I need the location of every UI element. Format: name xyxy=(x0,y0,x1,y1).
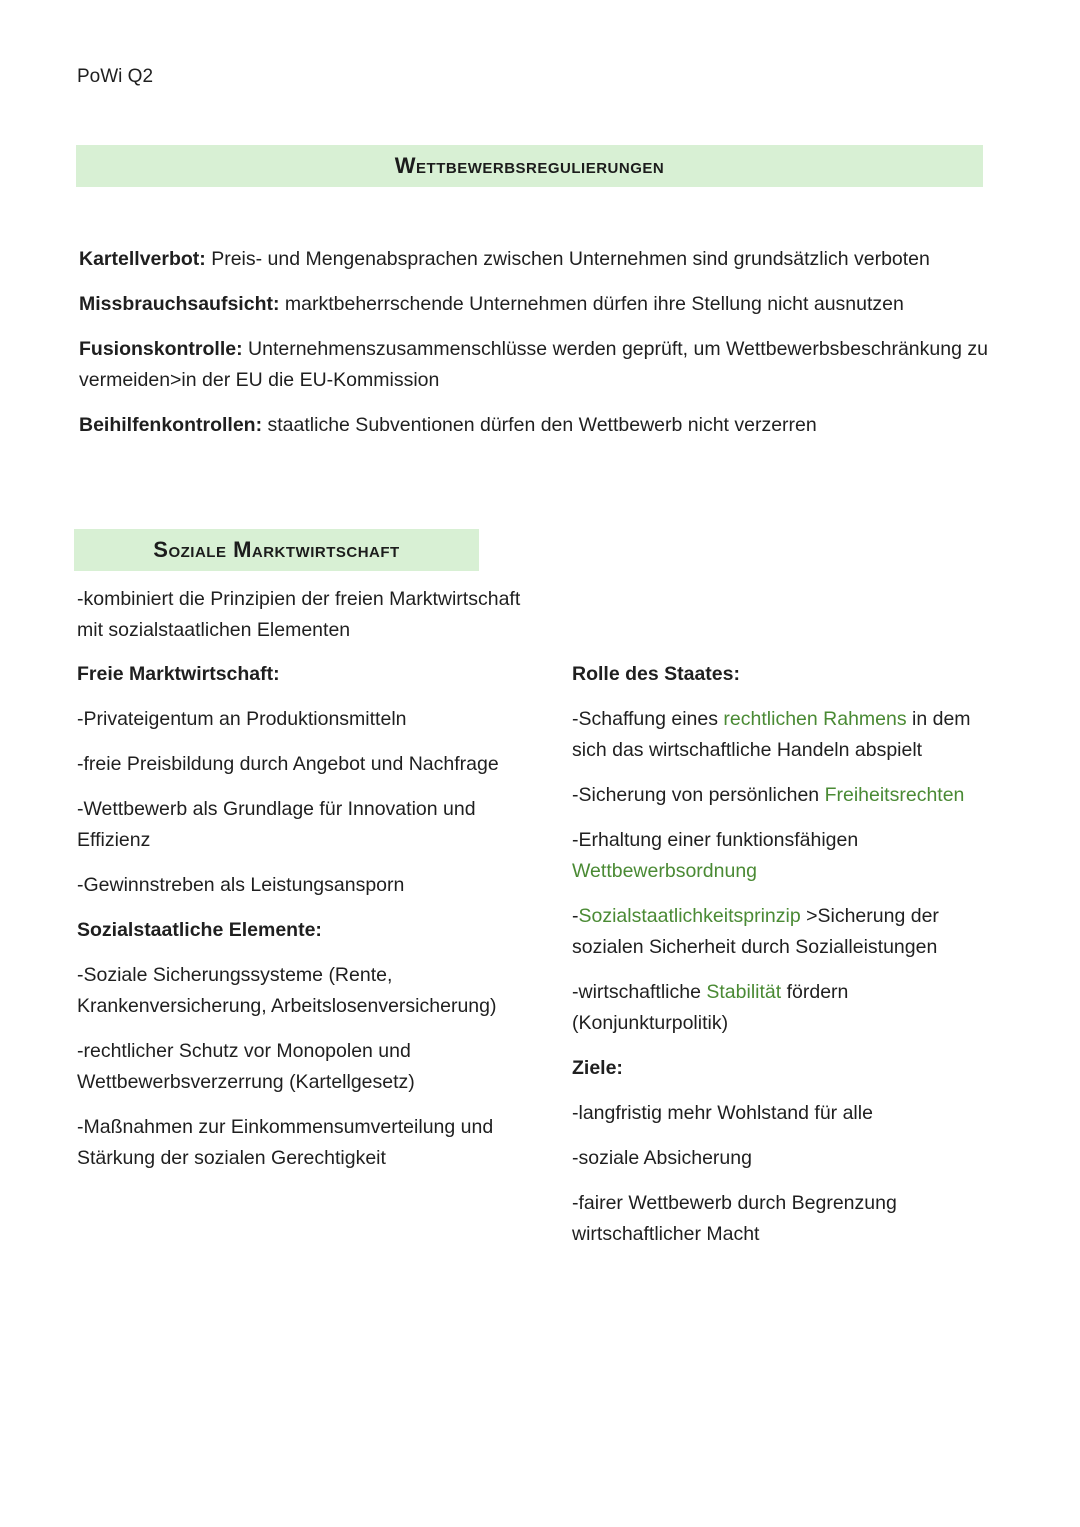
highlight-term: Freiheitsrechten xyxy=(824,784,965,806)
definition-text: Preis- und Mengenabsprachen zwischen Unternehmen sind grundsätzlich verboten xyxy=(205,248,930,270)
definition-item xyxy=(79,410,1014,441)
list-item: -Privateigentum an Produktionsmitteln xyxy=(77,708,407,730)
column-heading: Rolle des Staates: xyxy=(572,663,740,685)
list-item: -Sozialstaatlichkeitsprinzip >Sicherung der sozialen Sicherheit durch Sozialleistungen xyxy=(572,905,939,958)
definition-term: Fusionskontrolle: xyxy=(79,338,243,360)
list-item: -Soziale Sicherungssysteme (Rente, Krankenversicherung, Arbeitslosenversicherung) xyxy=(77,964,497,1017)
column-heading: Ziele: xyxy=(572,1057,623,1079)
definition-item xyxy=(79,244,1014,275)
definition-item xyxy=(79,289,1014,320)
column-heading: Freie Marktwirtschaft: xyxy=(77,663,280,685)
definitions-list xyxy=(79,244,1014,455)
section-title-wettbewerb xyxy=(76,145,983,187)
section-title-text: Soziale Marktwirtschaft xyxy=(153,537,400,562)
list-item: -Erhaltung einer funktionsfähigen Wettbewerbsordnung xyxy=(572,829,859,882)
list-item: -Schaffung eines rechtlichen Rahmens in dem sich das wirtschaftliche Handeln abspielt xyxy=(572,708,971,761)
intro-text: -kombiniert die Prinzipien der freien Marktwirtschaft mit sozialstaatlichen Elementen xyxy=(77,588,521,641)
list-item: -soziale Absicherung xyxy=(572,1147,752,1169)
list-item: -wirtschaftliche Stabilität fördern (Konjunkturpolitik) xyxy=(572,981,849,1034)
definition-term: Kartellverbot: xyxy=(79,248,206,270)
list-item: -Maßnahmen zur Einkommensumverteilung und Stärkung der sozialen Gerechtigkeit xyxy=(77,1116,494,1169)
definition-term: Missbrauchsaufsicht: xyxy=(79,293,280,315)
list-item: -freie Preisbildung durch Angebot und Nachfrage xyxy=(77,753,499,775)
list-item: -Gewinnstreben als Leistungsansporn xyxy=(77,874,405,896)
highlight-term: Wettbewerbsordnung xyxy=(572,860,758,882)
section-title-soziale-marktwirtschaft xyxy=(74,529,479,571)
list-item: -fairer Wettbewerb durch Begrenzung wirtschaftlicher Macht xyxy=(572,1192,897,1245)
section-title-text: Wettbewerbsregulierungen xyxy=(394,153,665,178)
highlight-term: Sozialstaatlichkeitsprinzip xyxy=(578,905,801,927)
list-item: -Wettbewerb als Grundlage für Innovation und Effizienz xyxy=(77,798,476,851)
left-column xyxy=(77,659,527,1188)
list-item: -langfristig mehr Wohlstand für alle xyxy=(572,1102,873,1124)
definition-text: staatliche Subventionen dürfen den Wettbewerb nicht verzerren xyxy=(262,414,817,436)
column-heading: Sozialstaatliche Elemente: xyxy=(77,919,322,941)
list-item: -Sicherung von persönlichen Freiheitsrechten xyxy=(572,784,965,806)
definition-item xyxy=(79,334,1014,396)
right-column xyxy=(572,659,992,1264)
page-header-label: PoWi Q2 xyxy=(77,66,154,87)
list-item: -rechtlicher Schutz vor Monopolen und Wettbewerbsverzerrung (Kartellgesetz) xyxy=(77,1040,415,1093)
definition-term: Beihilfenkontrollen: xyxy=(79,414,263,436)
highlight-term: rechtlichen Rahmens xyxy=(723,708,907,730)
definition-text: Unternehmenszusammenschlüsse werden geprüft, um Wettbewerbsbeschränkung zu vermeiden>in der EU die EU-Kommission xyxy=(79,338,988,391)
definition-text: marktbeherrschende Unternehmen dürfen ihre Stellung nicht ausnutzen xyxy=(279,293,904,315)
highlight-term: Stabilität xyxy=(706,981,782,1003)
